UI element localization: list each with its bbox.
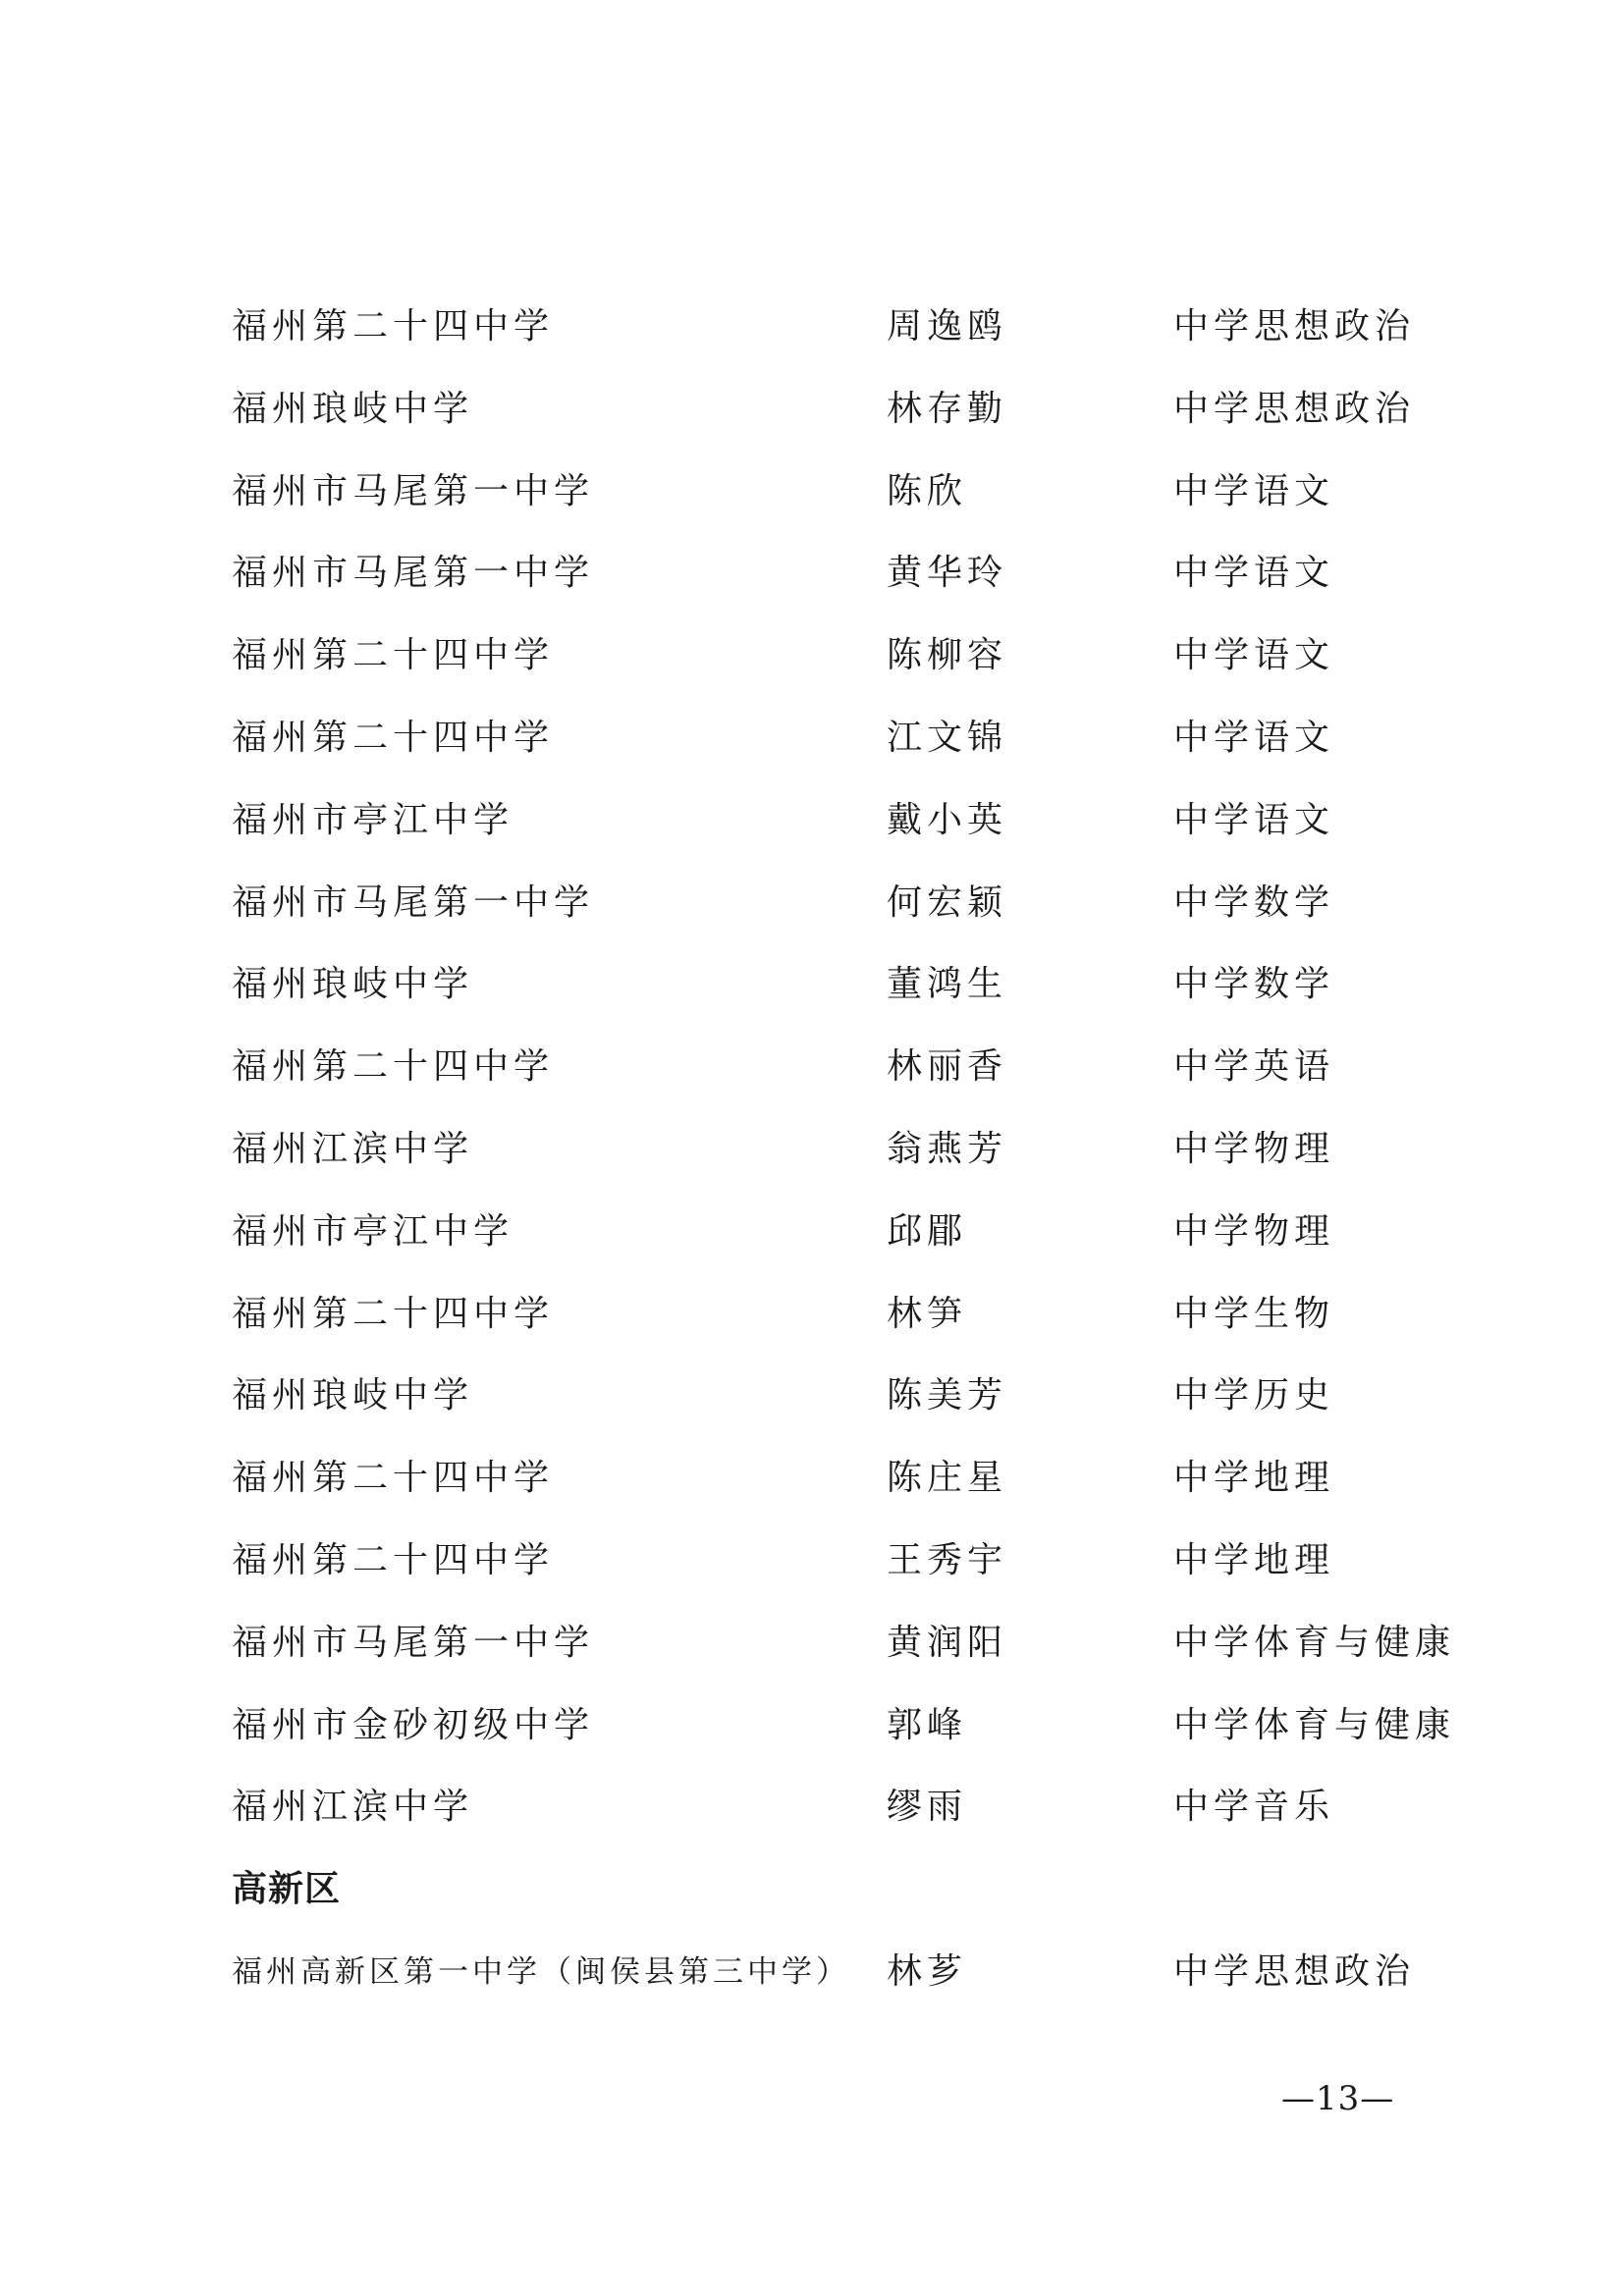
list-item — [0, 1684, 1624, 1767]
person-name: 董鸿生 — [887, 964, 1008, 1004]
list-item — [0, 1931, 1624, 2013]
list-item — [0, 1191, 1624, 1273]
person-name: 缪雨 — [887, 1787, 968, 1827]
person-name: 王秀宇 — [887, 1540, 1008, 1580]
subject-name: 中学思想政治 — [1173, 1951, 1416, 1992]
person-name: 黄华玲 — [887, 553, 1008, 593]
school-name: 福州市马尾第一中学 — [232, 553, 595, 593]
subject-name: 中学思想政治 — [1173, 389, 1416, 429]
list-item — [0, 1766, 1624, 1848]
subject-name: 中学音乐 — [1173, 1787, 1335, 1827]
subject-name: 中学地理 — [1173, 1458, 1335, 1498]
list-item — [0, 779, 1624, 862]
subject-name: 中学数学 — [1173, 882, 1335, 923]
school-name: 福州市亭江中学 — [232, 800, 514, 840]
list-item — [0, 614, 1624, 697]
list-item — [0, 1108, 1624, 1191]
list-item — [0, 286, 1624, 368]
subject-name: 中学语文 — [1173, 718, 1335, 758]
school-name: 福州市金砂初级中学 — [232, 1705, 595, 1745]
subject-name: 中学英语 — [1173, 1046, 1335, 1087]
school-name: 福州市马尾第一中学 — [232, 1623, 595, 1663]
subject-name: 中学语文 — [1173, 800, 1335, 840]
subject-name: 中学历史 — [1173, 1375, 1335, 1415]
school-name: 福州琅岐中学 — [232, 964, 474, 1004]
subject-name: 中学物理 — [1173, 1129, 1335, 1169]
list-item — [0, 1273, 1624, 1356]
list-item — [0, 1355, 1624, 1437]
person-name: 林笋 — [887, 1294, 968, 1334]
person-name: 郭峰 — [887, 1705, 968, 1745]
school-name: 福州市亭江中学 — [232, 1211, 514, 1252]
school-name: 福州江滨中学 — [232, 1129, 474, 1169]
person-name: 何宏颖 — [887, 882, 1008, 923]
list-item — [0, 697, 1624, 779]
person-name: 戴小英 — [887, 800, 1008, 840]
subject-name: 中学语文 — [1173, 635, 1335, 675]
person-name: 陈柳容 — [887, 635, 1008, 675]
list-item — [0, 1437, 1624, 1520]
subject-name: 中学生物 — [1173, 1294, 1335, 1334]
school-name: 福州琅岐中学 — [232, 1375, 474, 1415]
person-name: 林芗 — [887, 1951, 968, 1992]
person-name: 黄润阳 — [887, 1623, 1008, 1663]
section-heading: 高新区 — [232, 1869, 342, 1909]
subject-name: 中学体育与健康 — [1173, 1623, 1456, 1663]
person-name: 陈欣 — [887, 471, 968, 511]
school-name: 福州第二十四中学 — [232, 1458, 555, 1498]
school-name: 福州高新区第一中学（闽侯县第三中学） — [232, 1954, 850, 1990]
subject-name: 中学语文 — [1173, 471, 1335, 511]
subject-name: 中学思想政治 — [1173, 306, 1416, 347]
subject-name: 中学数学 — [1173, 964, 1335, 1004]
school-name: 福州第二十四中学 — [232, 718, 555, 758]
school-name: 福州第二十四中学 — [232, 306, 555, 347]
list-item — [0, 1520, 1624, 1602]
person-name: 陈庄星 — [887, 1458, 1008, 1498]
school-name: 福州琅岐中学 — [232, 389, 474, 429]
school-name: 福州市马尾第一中学 — [232, 882, 595, 923]
person-name: 林存勤 — [887, 389, 1008, 429]
list-item — [0, 862, 1624, 944]
person-name: 林丽香 — [887, 1046, 1008, 1087]
list-item — [0, 1026, 1624, 1108]
person-name: 邱郿 — [887, 1211, 968, 1252]
person-name: 翁燕芳 — [887, 1129, 1008, 1169]
page-number: —13— — [1281, 2079, 1395, 2118]
person-name: 周逸鸥 — [887, 306, 1008, 347]
subject-name: 中学体育与健康 — [1173, 1705, 1456, 1745]
school-name: 福州第二十四中学 — [232, 1540, 555, 1580]
list-item — [0, 943, 1624, 1026]
school-name: 福州第二十四中学 — [232, 1294, 555, 1334]
school-name: 福州江滨中学 — [232, 1787, 474, 1827]
subject-name: 中学地理 — [1173, 1540, 1335, 1580]
list-item — [0, 451, 1624, 533]
school-name: 福州市马尾第一中学 — [232, 471, 595, 511]
subject-name: 中学物理 — [1173, 1211, 1335, 1252]
subject-name: 中学语文 — [1173, 553, 1335, 593]
school-name: 福州第二十四中学 — [232, 635, 555, 675]
list-item — [0, 532, 1624, 614]
list-item — [0, 1602, 1624, 1684]
school-name: 福州第二十四中学 — [232, 1046, 555, 1087]
list-item — [0, 368, 1624, 451]
person-name: 陈美芳 — [887, 1375, 1008, 1415]
person-name: 江文锦 — [887, 718, 1008, 758]
